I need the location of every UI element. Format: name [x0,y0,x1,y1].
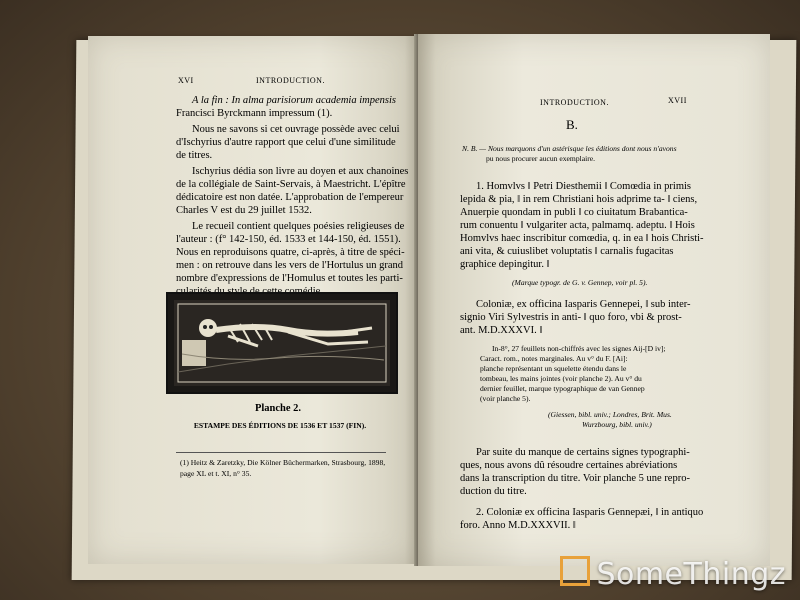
skeleton-in-tomb-image [168,294,396,392]
right-running-head: INTRODUCTION. [540,98,609,107]
printer-mark-note: (Marque typogr. de G. v. Gennep, voir pl. 5). [512,278,648,287]
section-heading: B. [566,117,578,132]
footnote-rule [176,452,386,453]
left-page-number: XVI [178,76,194,85]
right-page-number: XVII [668,96,687,105]
plate-label: Planche 2. [254,403,302,414]
plate-caption: ESTAMPE DES ÉDITIONS DE 1536 ET 1537 (FIN). [193,421,367,430]
left-running-head: INTRODUCTION. [256,76,325,85]
logo-square-icon [560,556,590,586]
skeleton-woodcut-plate [166,292,398,394]
somethingz-watermark: SomeThingz [560,556,786,592]
